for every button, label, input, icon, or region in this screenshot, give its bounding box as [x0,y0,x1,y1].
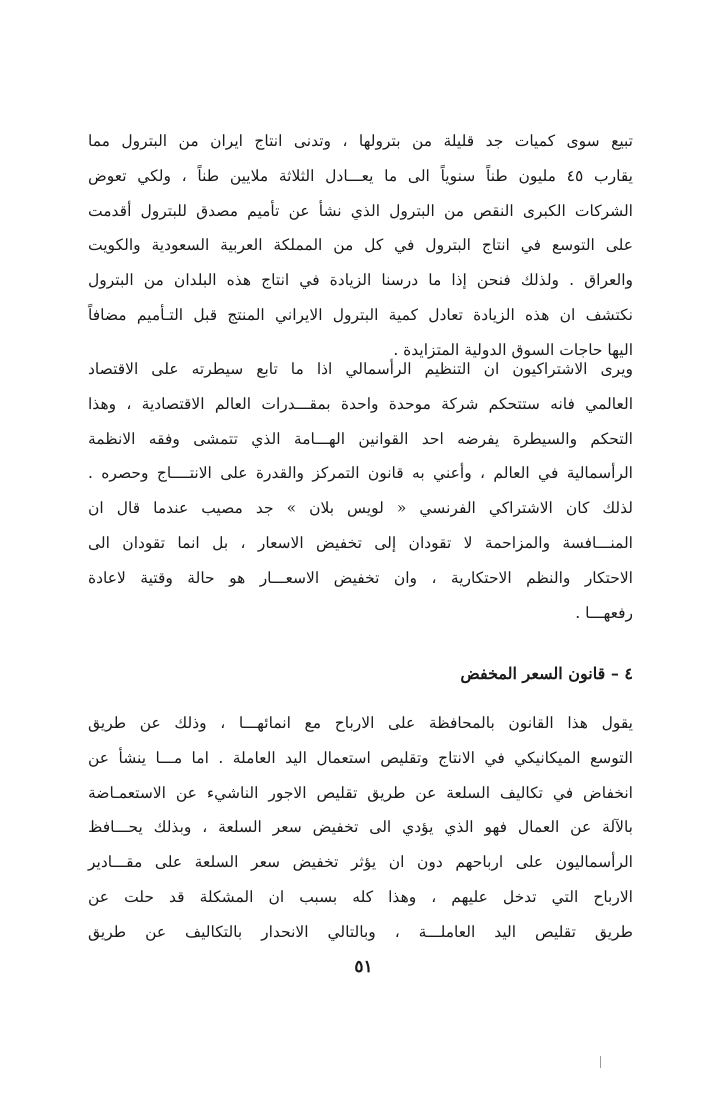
text-line: نكتشف ان هذه الزيادة تعادل كمية البترول الايراني المنتج قبل التـأميم مضافاً [88,305,633,324]
text-line: رفعهـــا . [575,603,633,622]
paragraph-oil-production [88,124,633,368]
text-line: بالآلة عن العمال فهو الذي يؤدي الى تخفيض سعر السلعة ، وبذلك يحـــافظ [88,818,633,837]
text-line: المنـــافسة والمزاحمة لا تقودان إلى تخفيض الاسعار ، بل انما تقودان الى [88,533,633,552]
text-line: يقول هذا القانون بالمحافظة على الارباح مع انمائهـــا ، وذلك عن طريق [88,714,633,732]
text-line: انخفاض في تكاليف السلعة عن طريق تقليص الاجور الناشيء عن الاستعمـاضة [88,783,633,802]
text-line: يقارب ٤٥ مليون طناً سنوياً الى ما يعـــادل الثلاثة ملايين طناً ، ولكي تعوض [88,166,633,185]
text-line: لذلك كان الاشتراكي الفرنسي « لويس بلان » جد مصيب عندما قال ان [88,499,633,518]
page-number: ٥١ [354,957,373,977]
text-line: اليها حاجات السوق الدولية المتزايدة . [393,340,633,359]
text-line: التوسع الميكانيكي في الانتاج وتقليص استعمال اليد العاملة . اما مـــا ينشأ عن [88,748,633,767]
paragraph-socialist-view [88,352,633,630]
scan-artifact [600,1056,601,1068]
text-line: الارباح التي تدخل عليهم ، وهذا كله بسبب ان المشكلة قد حلت عن [88,887,633,906]
text-line: على التوسع في انتاج البترول في كل من المملكة العربية السعودية والكويت [88,236,633,255]
text-line: تبيع سوى كميات جد قليلة من بترولها ، وتدنى انتاج ايران من البترول مما [88,132,633,150]
section-heading: ٤ – قانون السعر المخفض [460,664,633,683]
text-line: العالمي فانه ستتحكم شركة موحدة واحدة بمقـــدرات العالم الاقتصادية ، وهذا [88,394,633,413]
text-line: طريق تقليص اليد العاملـــة ، وبالتالي الانحدار بالتكاليف عن طريق [88,922,633,941]
text-line: الرأسمالية في العالم ، وأعني به قانون التمركز والقدرة على الانتــــاج وحصره . [88,464,633,483]
text-line: التحكم والسيطرة يفرضه احد القوانين الهـــامة الذي تتمشى وفقه الانظمة [88,429,633,448]
text-line: ويرى الاشتراكيون ان التنظيم الرأسمالي اذا ما تابع سيطرته على الاقتصاد [88,360,633,378]
text-line: الرأسماليون على ارباحهم دون ان يؤثر تخفيض سعر السلعة على مقـــادير [88,853,633,872]
text-line: الاحتكار والنظم الاحتكارية ، وان تخفيض الاسعـــار هو حالة وقتية لاعادة [88,568,633,587]
text-line: الشركات الكبرى النقص من البترول الذي نشأ عن تأميم مصدق للبترول أقدمت [88,201,633,220]
paragraph-reduced-price-law [88,706,633,950]
text-line: والعراق . ولذلك فنحن إذا ما درسنا الزيادة في انتاج هذه البلدان من البترول [88,271,633,290]
